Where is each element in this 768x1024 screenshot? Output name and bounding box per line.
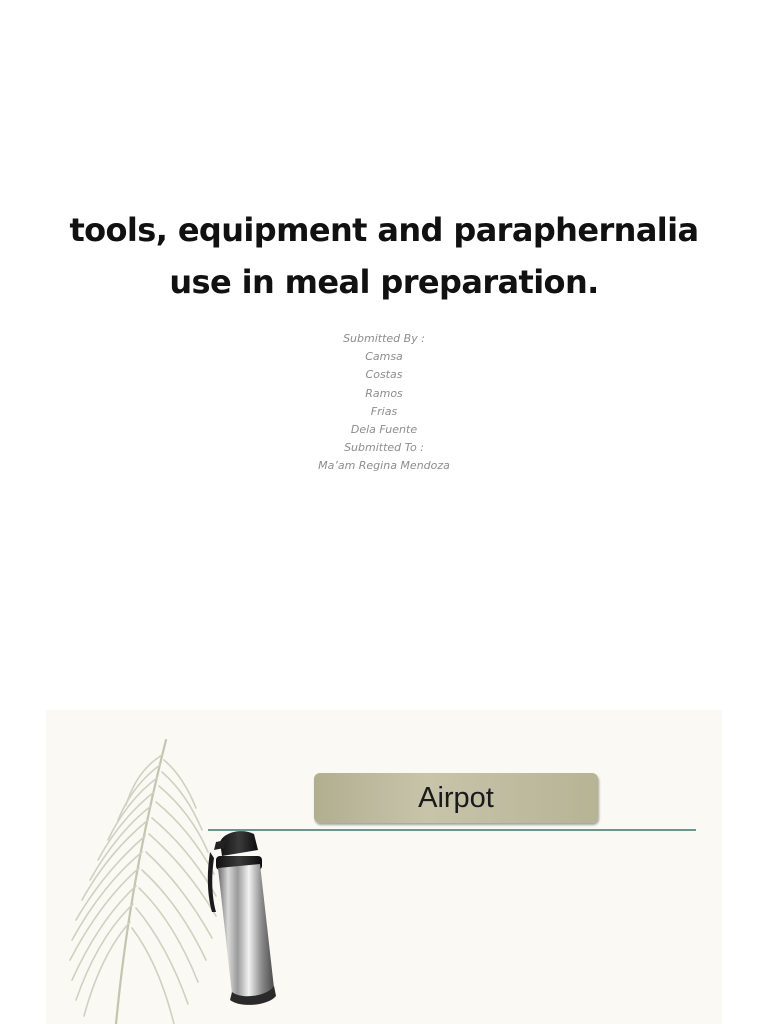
author-name: Frias [370, 404, 398, 418]
submitted-to-label: Submitted To : [344, 441, 424, 455]
author-name: Camsa [365, 350, 403, 364]
author-name: Costas [365, 368, 403, 382]
airpot-image [202, 828, 292, 1008]
title-line-1: tools, equipment and paraphernalia [69, 211, 699, 249]
recipient-name: Ma’am Regina Mendoza [318, 459, 450, 473]
author-name: Dela Fuente [350, 423, 418, 437]
author-name: Ramos [365, 386, 403, 400]
submitted-by-label: Submitted By : [343, 332, 425, 345]
airpot-slide [46, 710, 722, 1024]
airpot-heading: Airpot [314, 773, 598, 823]
page-title [40, 204, 728, 308]
credits-block [184, 330, 584, 476]
title-line-2: use in meal preparation. [169, 263, 599, 301]
